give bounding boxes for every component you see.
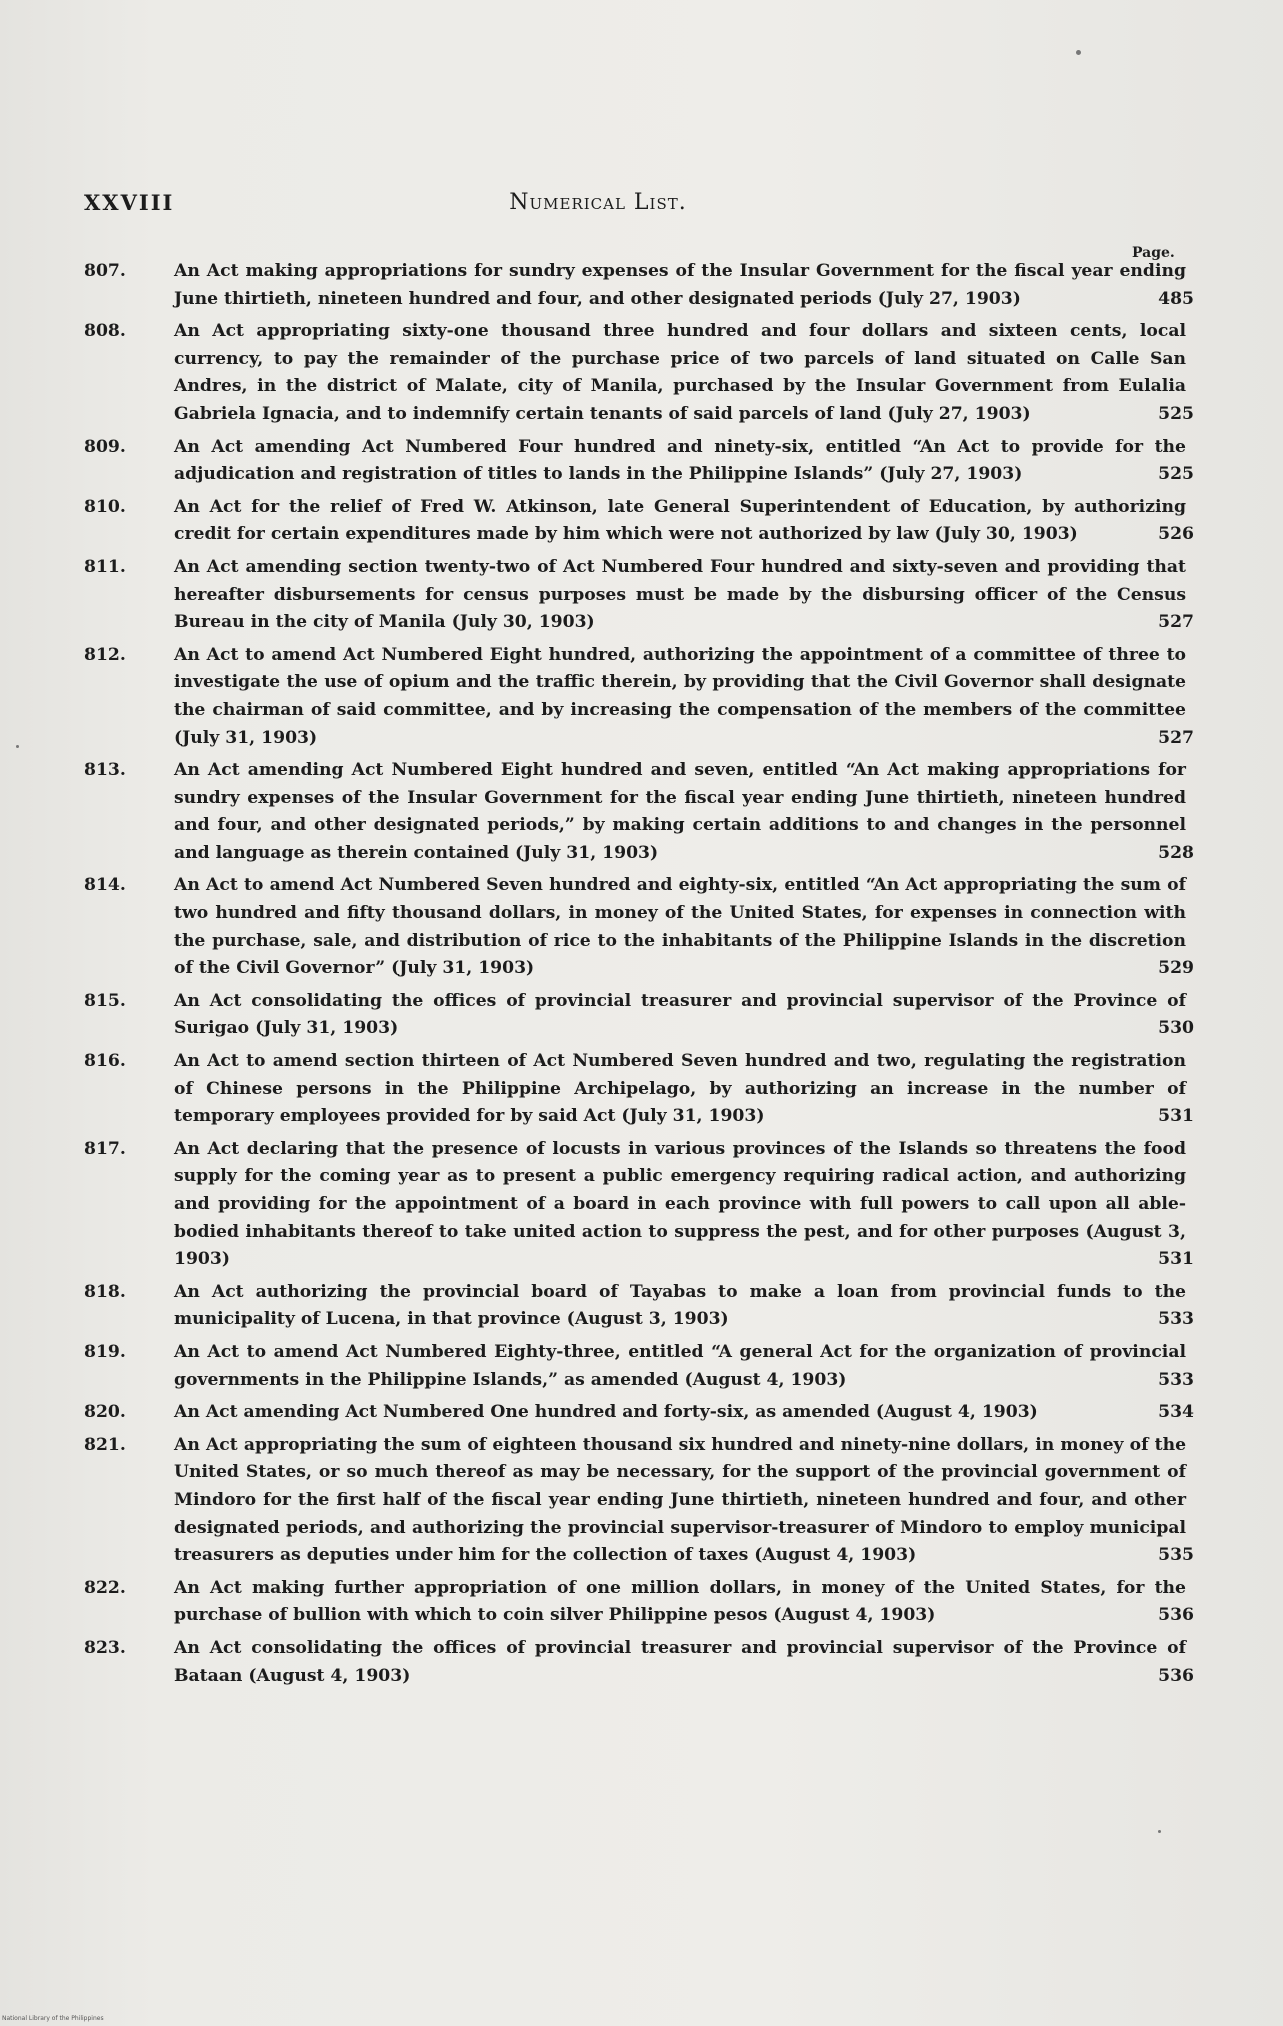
act-description: An Act appropriating sixty-one thousand three hundred and four dollars and sixteen cents, local currency, to pay the remainder of the purchase price of two parcels of land situated on Calle San Andres, in the district of Malate, city of Manila, purchased by the Insular Government from Eulalia Gabriela Ignacia, and to indemnify certain tenants of said parcels of land (July 27, 1903) <box>174 321 1186 424</box>
scan-speck <box>1158 1830 1161 1833</box>
list-item <box>84 318 1194 428</box>
act-description: An Act to amend Act Numbered Seven hundred and eighty-six, entitled “An Act appropriating the sum of two hundred and fifty thousand dollars, in money of the United States, for expenses in connection with the purchase, sale, and distribution of rice to the inhabitants of the Philippine Islands in the discretion of the Civil Governor” (July 31, 1903) <box>174 875 1186 979</box>
scan-speck <box>1076 50 1081 55</box>
act-number: 808. <box>84 321 126 342</box>
act-number: 817. <box>84 1138 126 1159</box>
act-number: 810. <box>84 496 126 517</box>
page-reference: 536 <box>1158 1665 1194 1686</box>
act-number: 809. <box>84 436 126 457</box>
list-item <box>84 1279 1194 1334</box>
scan-speck <box>16 745 19 748</box>
act-description: An Act consolidating the offices of provincial treasurer and provincial supervisor of the Province of Surigao (July 31, 1903) <box>174 990 1186 1039</box>
list-item <box>84 642 1194 752</box>
list-item <box>84 757 1194 867</box>
act-number: 822. <box>84 1577 126 1598</box>
act-description: An Act declaring that the presence of locusts in various provinces of the Islands so threatens the food supply for the coming year as to present a public emergency requiring radical action, and authorizing and providing for the appointment of a board in each province with full powers to call upon all able-bodied inhabitants thereof to take united action to suppress the pest, and for other purposes (August 3, 1903) <box>174 1138 1186 1270</box>
page-reference: 531 <box>1158 1106 1194 1127</box>
page-reference: 525 <box>1158 403 1194 424</box>
act-number: 807. <box>84 261 126 281</box>
act-number: 818. <box>84 1281 126 1302</box>
list-item <box>84 1575 1194 1630</box>
act-number: 819. <box>84 1341 126 1362</box>
page-reference: 531 <box>1158 1249 1194 1270</box>
page-reference: 534 <box>1158 1402 1194 1423</box>
act-number: 814. <box>84 875 126 896</box>
page-column-label: Page. <box>1132 245 1175 261</box>
page-reference: 535 <box>1158 1545 1194 1566</box>
act-description: An Act amending section twenty-two of Act Numbered Four hundred and sixty-seven and providing that hereafter disbursements for census purposes must be made by the disbursing officer of the Census Bureau in the city of Manila (July 30, 1903) <box>174 556 1186 633</box>
page-reference: 525 <box>1158 464 1194 485</box>
page-header <box>84 190 1112 220</box>
list-item <box>84 494 1194 549</box>
page-reference: 527 <box>1158 612 1194 633</box>
act-description: An Act appropriating the sum of eighteen thousand six hundred and ninety-nine dollars, in money of the United States, or so much thereof as may be necessary, for the support of the provincial government of Mindoro for the first half of the fiscal year ending June thirtieth, nineteen hundred and four, and other designated periods, and authorizing the provincial supervisor-treasurer of Mindoro to employ municipal treasurers as deputies under him for the collection of taxes (August 4, 1903) <box>174 1434 1186 1566</box>
page-reference: 533 <box>1158 1309 1194 1330</box>
act-number: 820. <box>84 1402 126 1423</box>
list-item <box>84 1136 1194 1274</box>
list-item <box>84 988 1194 1043</box>
act-description: An Act making appropriations for sundry expenses of the Insular Government for the fiscal year ending June thirtieth, nineteen hundred and four, and other designated periods (July 27, 1903) <box>174 261 1186 309</box>
list-item <box>84 258 1194 313</box>
act-number: 811. <box>84 556 126 577</box>
list-item <box>84 872 1194 982</box>
page-reference: 530 <box>1158 1018 1194 1039</box>
act-description: An Act making further appropriation of one million dollars, in money of the United States, for the purchase of bullion with which to coin silver Philippine pesos (August 4, 1903) <box>174 1577 1186 1626</box>
act-number: 812. <box>84 644 126 665</box>
act-description: An Act to amend section thirteen of Act Numbered Seven hundred and two, regulating the registration of Chinese persons in the Philippine Archipelago, by authorizing an increase in the number of temporary employees provided for by said Act (July 31, 1903) <box>174 1051 1186 1127</box>
list-item <box>84 1635 1194 1690</box>
act-description: An Act amending Act Numbered One hundred and forty-six, as amended (August 4, 1903) <box>174 1402 1038 1423</box>
act-number: 816. <box>84 1051 126 1072</box>
page-reference: 529 <box>1158 958 1194 979</box>
page-reference: 533 <box>1158 1369 1194 1390</box>
list-item <box>84 554 1194 637</box>
list-item <box>84 1048 1194 1131</box>
list-item <box>84 1399 1194 1427</box>
page-number-roman: XXVIII <box>84 190 175 215</box>
act-description: An Act authorizing the provincial board of Tayabas to make a loan from provincial funds to the municipality of Lucena, in that province (August 3, 1903) <box>174 1281 1186 1330</box>
list-item <box>84 1432 1194 1570</box>
page-reference: 528 <box>1158 842 1194 863</box>
act-number: 821. <box>84 1434 126 1455</box>
act-description: An Act to amend Act Numbered Eighty-three, entitled “A general Act for the organization of provincial governments in the Philippine Islands,” as amended (August 4, 1903) <box>174 1341 1186 1390</box>
act-description: An Act for the relief of Fred W. Atkinson, late General Superintendent of Education, by authorizing credit for certain expenditures made by him which were not authorized by law (July 30, 1903) <box>174 496 1186 545</box>
page-reference: 526 <box>1158 524 1194 545</box>
list-item <box>84 1339 1194 1394</box>
page-reference: 527 <box>1158 727 1194 748</box>
entries-list <box>84 258 1194 1695</box>
scan-watermark: National Library of the Philippines <box>2 2015 104 2022</box>
page-reference: 536 <box>1158 1605 1194 1626</box>
act-number: 823. <box>84 1637 126 1658</box>
act-number: 815. <box>84 990 126 1011</box>
act-description: An Act consolidating the offices of provincial treasurer and provincial supervisor of the Province of Bataan (August 4, 1903) <box>174 1637 1186 1686</box>
act-description: An Act amending Act Numbered Eight hundred and seven, entitled “An Act making appropriations for sundry expenses of the Insular Government for the fiscal year ending June thirtieth, nineteen hundred and four, and other designated periods,” by making certain additions to and changes in the personnel and language as therein contained (July 31, 1903) <box>174 760 1186 863</box>
act-description: An Act amending Act Numbered Four hundred and ninety-six, entitled “An Act to provide for the adjudication and registration of titles to lands in the Philippine Islands” (July 27, 1903) <box>174 436 1186 485</box>
page-title: Numerical List. <box>509 190 687 215</box>
act-description: An Act to amend Act Numbered Eight hundred, authorizing the appointment of a committee of three to investigate the use of opium and the traffic therein, by providing that the Civil Governor shall designate the chairman of said committee, and by increasing the compensation of the members of the committee (July 31, 1903) <box>174 644 1186 748</box>
list-item <box>84 434 1194 489</box>
act-number: 813. <box>84 760 126 781</box>
page-reference: 485 <box>1158 288 1194 309</box>
